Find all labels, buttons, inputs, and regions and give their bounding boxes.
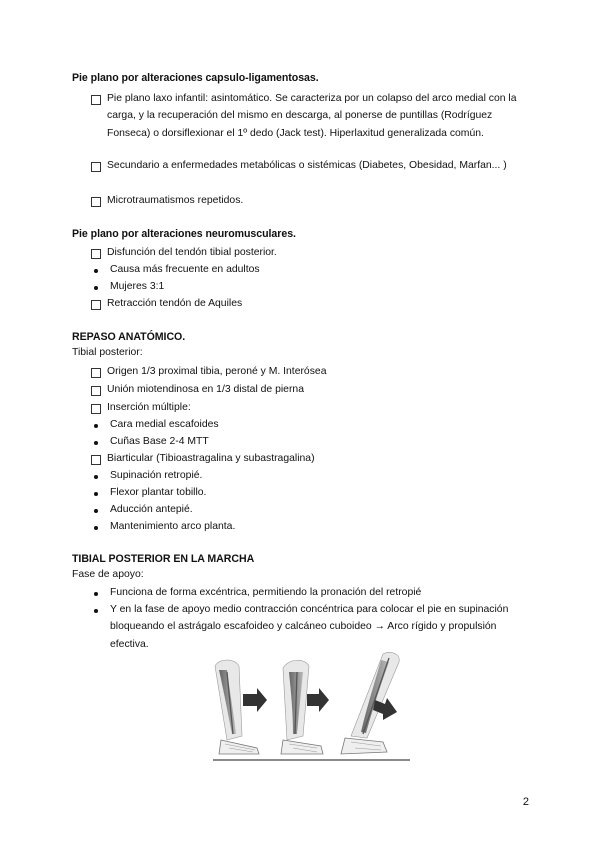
item-text: Cara medial escafoides	[110, 418, 219, 430]
bullet-icon	[94, 286, 98, 290]
bullet-icon	[94, 269, 98, 273]
checkbox-item	[91, 366, 531, 380]
leg-figure-1	[215, 660, 267, 754]
checkbox-icon	[91, 404, 101, 414]
bullet-icon	[94, 592, 98, 596]
bullet-item	[91, 281, 531, 295]
section-heading-marcha: TIBIAL POSTERIOR EN LA MARCHA	[72, 553, 255, 565]
checkbox-icon	[91, 162, 101, 172]
checkbox-icon	[91, 95, 101, 105]
bullet-icon	[94, 609, 98, 613]
bullet-item	[91, 264, 531, 278]
checkbox-item	[91, 93, 531, 142]
item-text: Secundario a enfermedades metabólicas o sistémicas (Diabetes, Obesidad, Marfan... )	[107, 159, 507, 171]
bullet-item	[91, 419, 531, 433]
item-text: Flexor plantar tobillo.	[110, 486, 207, 498]
checkbox-icon	[91, 197, 101, 207]
bullet-item	[91, 521, 531, 535]
checkbox-item	[91, 384, 531, 398]
item-text: Retracción tendón de Aquiles	[107, 297, 243, 309]
bullet-icon	[94, 475, 98, 479]
bullet-icon	[94, 526, 98, 530]
bullet-item	[91, 487, 531, 501]
item-text: Mujeres 3:1	[110, 280, 165, 292]
section-heading-neuromusculares: Pie plano por alteraciones neuromusculares.	[72, 228, 296, 240]
checkbox-icon	[91, 455, 101, 465]
checkbox-icon	[91, 386, 101, 396]
item-text: Microtraumatismos repetidos.	[107, 194, 244, 206]
item-text: Cuñas Base 2-4 MTT	[110, 435, 209, 447]
checkbox-item	[91, 298, 531, 312]
bullet-item	[91, 604, 531, 653]
section-heading-capsulo: Pie plano por alteraciones capsulo-ligamentosas.	[72, 72, 319, 84]
bullet-item	[91, 470, 531, 484]
checkbox-icon	[91, 300, 101, 310]
bullet-icon	[94, 424, 98, 428]
item-text: Mantenimiento arco planta.	[110, 520, 236, 532]
item-text: Aducción antepié.	[110, 503, 193, 515]
item-text: Supinación retropié.	[110, 469, 203, 481]
item-text: Inserción múltiple:	[107, 401, 191, 413]
checkbox-icon	[91, 368, 101, 378]
bullet-item	[91, 504, 531, 518]
page-number: 2	[522, 796, 529, 808]
item-text: Biarticular (Tibioastragalina y subastragalina)	[107, 452, 315, 464]
leg-figure-2	[281, 660, 329, 754]
bullet-icon	[94, 441, 98, 445]
subheading-tibial: Tibial posterior:	[72, 347, 143, 358]
item-text: Unión miotendinosa en 1/3 distal de pierna	[107, 383, 304, 395]
leg-figure-3	[341, 652, 399, 754]
item-text: Causa más frecuente en adultos	[110, 263, 260, 275]
item-text: Y en la fase de apoyo medio contracción concéntrica para colocar el pie en supinación bloqueando el astrágalo escafoideo y calcáneo cuboideo → Arco rígido y propulsión efectiva.	[110, 603, 509, 650]
bullet-item	[91, 436, 531, 450]
bullet-icon	[94, 509, 98, 513]
checkbox-icon	[91, 249, 101, 259]
item-text: Pie plano laxo infantil: asintomático. Se caracteriza por un colapso del arco medial con la carga, y la recuperación del mismo en descarga, al ponerse de puntillas (Rodríguez Fonseca) o dorsiflexionar el 1º dedo (Jack test). Hiperlaxitud generalizada común.	[107, 92, 517, 139]
checkbox-item	[91, 160, 531, 174]
item-text: Disfunción del tendón tibial posterior.	[107, 246, 277, 258]
item-text: Funciona de forma excéntrica, permitiendo la pronación del retropié	[110, 586, 422, 598]
subheading-fase: Fase de apoyo:	[72, 569, 144, 580]
checkbox-item	[91, 195, 531, 209]
item-text: Origen 1/3 proximal tibia, peroné y M. Interósea	[107, 365, 327, 377]
checkbox-item	[91, 247, 531, 261]
checkbox-item	[91, 402, 531, 416]
leg-gait-illustration-icon	[205, 648, 415, 763]
bullet-icon	[94, 492, 98, 496]
checkbox-item	[91, 453, 531, 467]
bullet-item	[91, 587, 531, 601]
section-heading-repaso: REPASO ANATÓMICO.	[72, 331, 186, 343]
